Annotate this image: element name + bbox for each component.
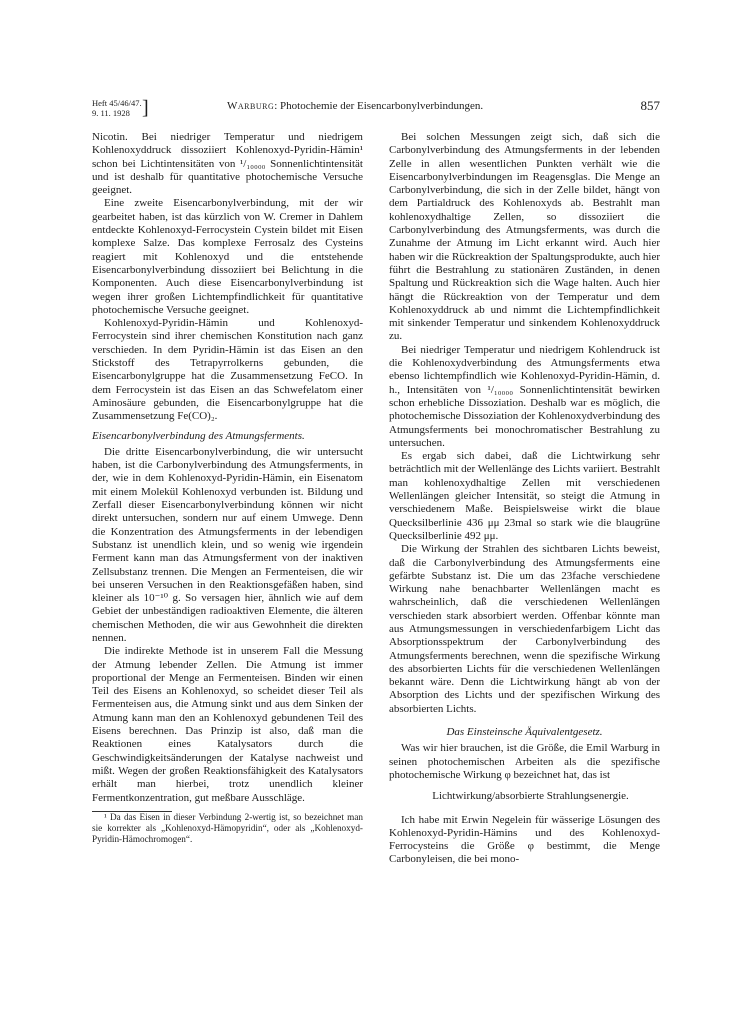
- paragraph: Die indirekte Methode ist in unserem Fall die Messung der Atmung lebender Zellen. Die Atmung ist immer proportional der Menge an Fermenteisen. Binden wir einen Teil des Eisens an Kohlenoxyd, so scheidet dieser Teil als Fermenteisen aus, die Atmung sinkt und aus dem Sinken der Atmung kann man den an Kohlenoxyd gebundenen Teil des Eisens berechnen. Das Prinzip ist also, daß man die Reaktionen eines Katalysators durch die Geschwindigkeitsänderungen der Katalyse nachweist und mißt. Wegen der großen Reaktionsfähigkeit des Katalysators erhält man hierbei, trotz unendlich kleiner Fermentkonzentration, gut meßbare Ausschläge.: [92, 645, 363, 804]
- formula: Lichtwirkung/absorbierte Strahlungsenergie.: [432, 790, 629, 803]
- running-title: [227, 100, 483, 112]
- paragraph: Bei solchen Messungen zeigt sich, daß sich die Carbonylverbindung des Atmungsferments in der lebenden Zelle in allen wesentlichen Punkten verhält wie die Eisencarbonylverbindungen im Reagensglas. Die Menge an Carbonylverbindung, die sich in der Zelle bildet, hängt von dem Partialdruck des Kohlenoxyds ab. Bestrahlt man kohlenoxydhaltige Zellen, so dissoziiert die Carbonylverbindung des Atmungsferments, was durch die Zunahme der Atmung im Licht erkannt wird. Auch hier haben wir die Rückreaktion der Spaltungsprodukte, auch hier führt die Bestrahlung zu stationären Zuständen, in denen Spaltung und Rückreaktion sich die Wage halten. Auch hier hängt die Rückreaktion von der Temperatur und dem Kohlenoxyddruck ab und nimmt die Lichtempfindlichkeit mit sinkender Temperatur und sinkendem Kohlenoxyddruck zu.: [389, 131, 660, 343]
- section-heading: Eisencarbonylverbindung des Atmungsferments.: [92, 429, 305, 442]
- paragraph: Nicotin. Bei niedriger Temperatur und niedrigem Kohlenoxyddruck dissoziiert Kohlenoxyd-Pyridin-Hämin¹ schon bei Lichtintensitäten von ¹/₁₀₀₀₀ Sonnenlichtintensität und ist deshalb für quantitative photochemische Versuche geeignet.: [92, 131, 363, 197]
- paragraph: Die dritte Eisencarbonylverbindung, die wir untersucht haben, ist die Carbonylverbindung des Atmungsferments, in der, wie in dem Kohlenoxyd-Pyridin-Hämin, ein Eisenatom mit einem Molekül Kohlenoxyd verbunden ist. Bildung und Zerfall dieser Eisencarbonylverbindung können wir nicht direkt untersuchen, sondern nur auf einem Umwege. Denn die Konzentration des Atmungsferments in der lebendigen Substanz ist unendlich klein, und so wenig wie irgendein Ferment kann man das Atmungsferment von der inaktiven Zellsubstanz trennen. Die Mengen an Fermenteisen, die wir bei unseren Versuchen in den Reaktionsgefäßen haben, sind kleiner als 10⁻¹⁰ g. So versagen hier, ähnlich wie auf dem Gebiet der unbeständigen radioaktiven Elemente, die älteren chemischen Methoden, die wir aus Gewohnheit die direkten nennen.: [92, 445, 363, 644]
- running-author: Warburg: [227, 100, 275, 112]
- issue-date: 9. 11. 1928: [92, 108, 130, 118]
- paragraph: Ich habe mit Erwin Negelein für wässerige Lösungen des Kohlenoxyd-Pyridin-Hämins und des Kohlenoxyd-Ferrocysteins die Größe φ bestimmt, die Menge Carbonyleisen, die bei mono-: [389, 813, 660, 866]
- paragraph: Es ergab sich dabei, daß die Lichtwirkung sehr beträchtlich mit der Wellenlänge des Lichts variiert. Bestrahlt man kohlenoxydhaltige Zellen mit verschiedenen Wellenlängen gleicher Intensität, so steigt die Atmung in verschiedenem Maße. Beispielsweise wirkt die blaue Quecksilberlinie 436 μμ 23mal so stark wie die blaugrüne Quecksilberlinie 492 μμ.: [389, 450, 660, 542]
- brace-glyph: ]: [142, 97, 149, 119]
- issue-number: Heft 45/46/47.: [92, 98, 142, 108]
- issue-info: [92, 97, 149, 119]
- paragraph: Bei niedriger Temperatur und niedrigem Kohlendruck ist die Kohlenoxydverbindung des Atmungsferments etwa ebenso lichtempfindlich wie Kohlenoxyd-Pyridin-Hämin, d. h., Intensitäten von ¹/₁₀₀₀₀ Sonnenlichtintensität bewirken schon erhebliche Dissoziation. Deshalb war es möglich, die photochemische Dissoziation der Kohlenoxydverbindung des Atmungsferments bei monochromatischer Bestrahlung zu untersuchen.: [389, 343, 660, 449]
- paragraph: Eine zweite Eisencarbonylverbindung, mit der wir gearbeitet haben, ist das kürzlich von W. Cremer in Dahlem entdeckte Kohlenoxyd-Ferrocystein Cystein bildet mit Eisen komplexe Salze. Das komplexe Ferrosalz des Cysteins reagiert mit Kohlenoxyd und die entstehende Eisencarbonylverbindung dissoziiert bei Belichtung in die Komponenten. Auch diese Eisencarbonylverbindung ist wegen ihrer großen Lichtempfindlichkeit für quantitative photochemische Versuche geeignet.: [92, 197, 363, 316]
- running-title-text: : Photochemie der Eisencarbonylverbindungen.: [274, 100, 484, 112]
- page-header: [92, 98, 660, 128]
- paragraph: Kohlenoxyd-Pyridin-Hämin und Kohlenoxyd-Ferrocystein sind ihrer chemischen Konstitution nach ganz verschieden. In dem Pyridin-Hämin ist das Eisen an den Stickstoff des Tetrapyrrolkerns gebunden, die Eisencarbonylgruppe hat die Zusammensetzung FeCO. In dem Ferrocystein ist das Eisen an das Schwefelatom einer Aminosäure gebunden, die Eisencarbonylgruppe hat die Zusammensetzung Fe(CO)₂.: [92, 317, 363, 423]
- section-heading: Das Einsteinsche Äquivalentgesetz.: [446, 726, 603, 739]
- paragraph: Die Wirkung der Strahlen des sichtbaren Lichts beweist, daß die Carbonylverbindung des Atmungsferments eine gefärbte Substanz ist. Die um das 23fache verschiedene Wirkung nahe benachbarter Wellenlängen macht es wahrscheinlich, daß die verschiedenen Wellenlängen verschieden stark absorbiert werden. Offenbar könnte man aus Atmungsmessungen in verschiedenfarbigem Licht das Absorptionsspektrum der Carbonylverbindung des Atmungsferments berechnen, wenn die spezifische Wirkung des absorbierten Lichts für die verschiedenen Wellenlängen bekannt wäre. Denn die Lichtwirkung hängt ab von der Absorption des Lichts und der spezifischen Wirkung des absorbierten Lichts.: [389, 543, 660, 715]
- left-column: [92, 131, 363, 845]
- page-number: 857: [640, 98, 660, 113]
- footnote: ¹ Da das Eisen in dieser Verbindung 2-wertig ist, so bezeichnet man sie korrekter als „Kohlenoxyd-Hämopyridin“, oder als „Kohlenoxyd-Pyridin-Hämochromogen“.: [92, 811, 363, 844]
- paragraph: Was wir hier brauchen, ist die Größe, die Emil Warburg in seinen photochemischen Arbeiten als die spezifische photochemische Wirkung φ bezeichnet hat, das ist: [389, 742, 660, 781]
- right-column: [389, 131, 660, 867]
